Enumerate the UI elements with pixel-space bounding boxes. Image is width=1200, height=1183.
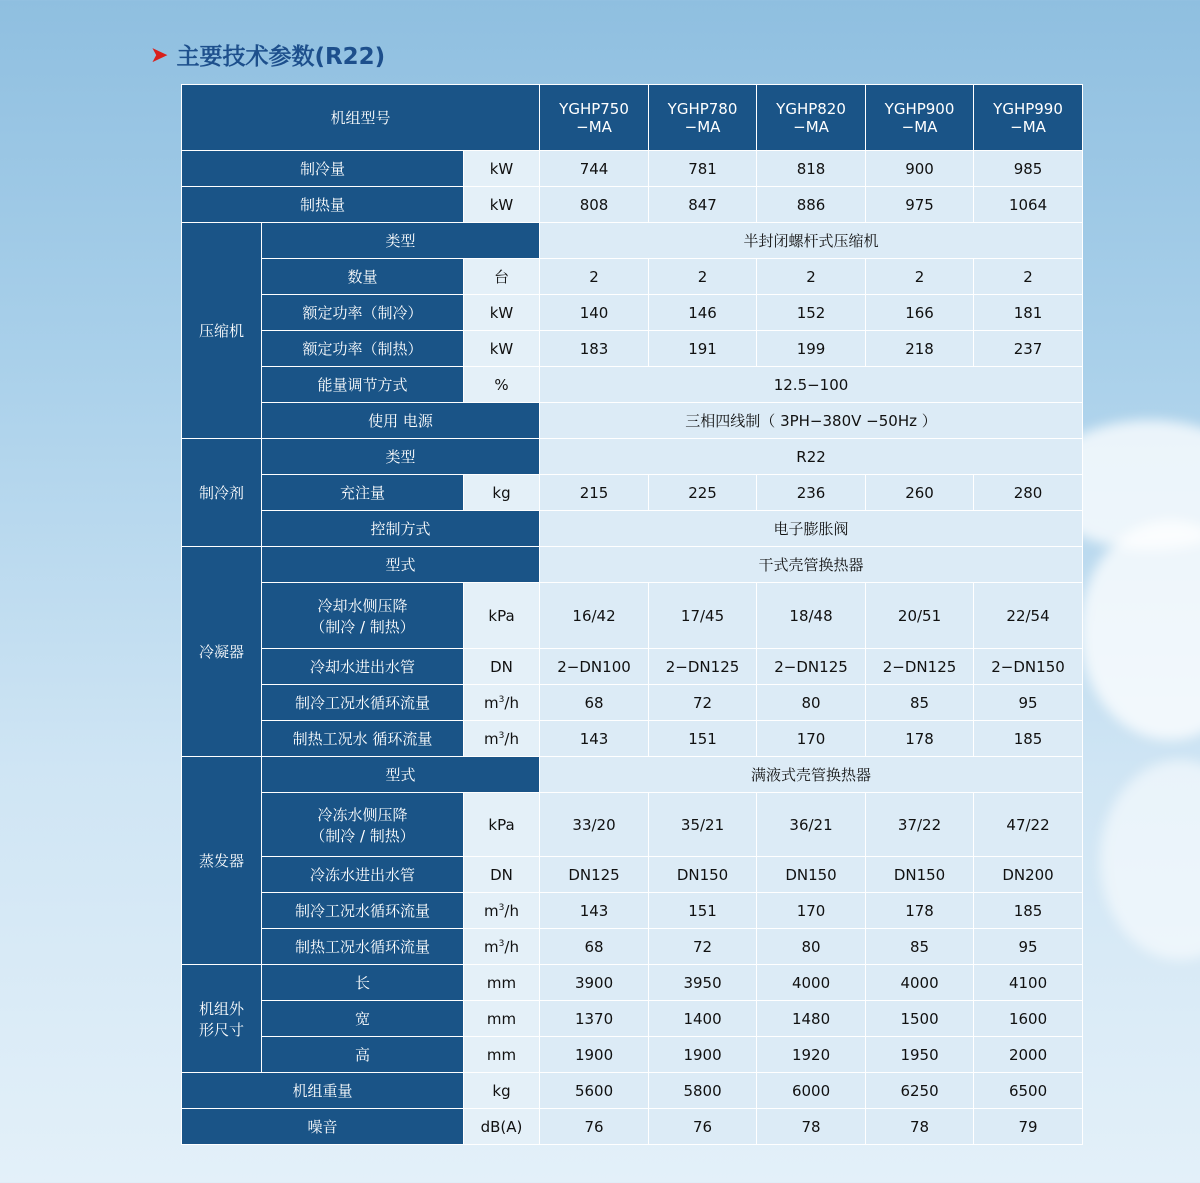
value-cell: 1950 (866, 1037, 974, 1073)
value-cell: 6250 (866, 1073, 974, 1109)
value-cell: 1400 (649, 1001, 757, 1037)
page-title: 主要技术参数(R22) (176, 44, 386, 70)
value-cell: 35/21 (649, 793, 757, 857)
unit-cell: kg (464, 475, 540, 511)
value-cell: 181 (974, 295, 1083, 331)
value-cell: 280 (974, 475, 1083, 511)
value-cell: 16/42 (540, 583, 649, 649)
model-label: 机组型号 (182, 85, 540, 151)
value-cell: 218 (866, 331, 974, 367)
value-cell: 85 (866, 929, 974, 965)
model-name: YGHP780 −MA (649, 85, 757, 151)
value-cell: 5800 (649, 1073, 757, 1109)
table-row (182, 547, 1083, 583)
value-cell: 4000 (866, 965, 974, 1001)
table-row (182, 187, 1083, 223)
value-cell: 151 (649, 893, 757, 929)
value-cell: R22 (540, 439, 1083, 475)
row-label: 制热工况水循环流量 (262, 929, 464, 965)
value-cell: 146 (649, 295, 757, 331)
group-label-evaporator: 蒸发器 (182, 757, 262, 965)
unit-cell: kW (464, 187, 540, 223)
value-cell: DN200 (974, 857, 1083, 893)
row-label: 噪音 (182, 1109, 464, 1145)
value-cell: DN150 (649, 857, 757, 893)
value-cell: 1480 (757, 1001, 866, 1037)
value-cell: 1600 (974, 1001, 1083, 1037)
unit-cell: kPa (464, 583, 540, 649)
unit-cell: $m^3/h$ (464, 685, 540, 721)
table-row (182, 793, 1083, 857)
value-cell: 2−DN150 (974, 649, 1083, 685)
value-cell: 76 (649, 1109, 757, 1145)
value-cell: 975 (866, 187, 974, 223)
value-cell: DN125 (540, 857, 649, 893)
unit-cell: dB(A) (464, 1109, 540, 1145)
unit-cell: mm (464, 965, 540, 1001)
model-header-row (182, 85, 1083, 151)
value-cell: 985 (974, 151, 1083, 187)
table-row (182, 259, 1083, 295)
table-row (182, 475, 1083, 511)
value-cell: 260 (866, 475, 974, 511)
row-label: 额定功率（制热） (262, 331, 464, 367)
row-label: 冷却水进出水管 (262, 649, 464, 685)
value-cell: 2000 (974, 1037, 1083, 1073)
row-label: 数量 (262, 259, 464, 295)
value-cell: 1920 (757, 1037, 866, 1073)
value-cell: 818 (757, 151, 866, 187)
value-cell: 215 (540, 475, 649, 511)
row-label: 冷却水侧压降 （制冷 / 制热） (262, 583, 464, 649)
row-label: 制冷工况水循环流量 (262, 893, 464, 929)
value-cell: 2 (866, 259, 974, 295)
table-row (182, 367, 1083, 403)
cloud-decoration (1100, 760, 1200, 960)
row-label: 制热工况水 循环流量 (262, 721, 464, 757)
value-cell: 22/54 (974, 583, 1083, 649)
table-row (182, 721, 1083, 757)
value-cell: 干式壳管换热器 (540, 547, 1083, 583)
value-cell: 1900 (540, 1037, 649, 1073)
value-cell: 6500 (974, 1073, 1083, 1109)
group-label-compressor: 压缩机 (182, 223, 262, 439)
value-cell: 95 (974, 685, 1083, 721)
table-row (182, 1073, 1083, 1109)
table-row (182, 295, 1083, 331)
value-cell: 2 (757, 259, 866, 295)
value-cell: 68 (540, 929, 649, 965)
unit-cell: DN (464, 857, 540, 893)
value-cell: 12.5−100 (540, 367, 1083, 403)
row-label: 冷冻水进出水管 (262, 857, 464, 893)
model-name: YGHP820 −MA (757, 85, 866, 151)
row-label: 使用 电源 (262, 403, 540, 439)
value-cell: 79 (974, 1109, 1083, 1145)
value-cell: 152 (757, 295, 866, 331)
value-cell: 6000 (757, 1073, 866, 1109)
row-label: 类型 (262, 223, 540, 259)
value-cell: 199 (757, 331, 866, 367)
value-cell: DN150 (866, 857, 974, 893)
value-cell: 17/45 (649, 583, 757, 649)
value-cell: 2−DN125 (757, 649, 866, 685)
value-cell: 72 (649, 929, 757, 965)
value-cell: 1900 (649, 1037, 757, 1073)
value-cell: 808 (540, 187, 649, 223)
value-cell: 80 (757, 685, 866, 721)
value-cell: 847 (649, 187, 757, 223)
row-label: 型式 (262, 757, 540, 793)
table-row (182, 331, 1083, 367)
group-label-condenser: 冷凝器 (182, 547, 262, 757)
value-cell: 33/20 (540, 793, 649, 857)
row-label: 制冷工况水循环流量 (262, 685, 464, 721)
value-cell: 5600 (540, 1073, 649, 1109)
row-label: 宽 (262, 1001, 464, 1037)
table-row (182, 857, 1083, 893)
value-cell: 1500 (866, 1001, 974, 1037)
value-cell: 4000 (757, 965, 866, 1001)
row-label: 控制方式 (262, 511, 540, 547)
value-cell: 2−DN125 (866, 649, 974, 685)
value-cell: 47/22 (974, 793, 1083, 857)
group-label-refrigerant: 制冷剂 (182, 439, 262, 547)
value-cell: 95 (974, 929, 1083, 965)
row-label: 制热量 (182, 187, 464, 223)
value-cell: 80 (757, 929, 866, 965)
row-label: 机组重量 (182, 1073, 464, 1109)
table-row (182, 511, 1083, 547)
value-cell: 225 (649, 475, 757, 511)
value-cell: 170 (757, 721, 866, 757)
row-label: 长 (262, 965, 464, 1001)
value-cell: 781 (649, 151, 757, 187)
value-cell: 1064 (974, 187, 1083, 223)
value-cell: 4100 (974, 965, 1083, 1001)
table-row (182, 151, 1083, 187)
value-cell: 140 (540, 295, 649, 331)
value-cell: 电子膨胀阀 (540, 511, 1083, 547)
unit-cell: % (464, 367, 540, 403)
unit-cell: mm (464, 1037, 540, 1073)
value-cell: 886 (757, 187, 866, 223)
value-cell: 185 (974, 721, 1083, 757)
value-cell: 143 (540, 721, 649, 757)
unit-cell: kW (464, 331, 540, 367)
value-cell: 78 (757, 1109, 866, 1145)
value-cell: 37/22 (866, 793, 974, 857)
table-row (182, 1109, 1083, 1145)
value-cell: 236 (757, 475, 866, 511)
value-cell: 68 (540, 685, 649, 721)
row-label: 制冷量 (182, 151, 464, 187)
value-cell: 2 (649, 259, 757, 295)
unit-cell: 台 (464, 259, 540, 295)
value-cell: 2−DN100 (540, 649, 649, 685)
unit-cell: $m^3/h$ (464, 893, 540, 929)
table-row (182, 1037, 1083, 1073)
value-cell: 满液式壳管换热器 (540, 757, 1083, 793)
group-label-dimensions: 机组外 形尺寸 (182, 965, 262, 1073)
value-cell: 85 (866, 685, 974, 721)
cloud-decoration (1080, 520, 1200, 740)
value-cell: 76 (540, 1109, 649, 1145)
value-cell: 191 (649, 331, 757, 367)
value-cell: 178 (866, 893, 974, 929)
row-label: 充注量 (262, 475, 464, 511)
value-cell: 36/21 (757, 793, 866, 857)
spec-table (181, 84, 1083, 1145)
value-cell: 185 (974, 893, 1083, 929)
value-cell: 237 (974, 331, 1083, 367)
value-cell: 178 (866, 721, 974, 757)
unit-cell: kW (464, 295, 540, 331)
table-row (182, 929, 1083, 965)
unit-cell: $m^3/h$ (464, 721, 540, 757)
row-label: 型式 (262, 547, 540, 583)
table-row (182, 893, 1083, 929)
value-cell: 3950 (649, 965, 757, 1001)
value-cell: 18/48 (757, 583, 866, 649)
value-cell: 78 (866, 1109, 974, 1145)
value-cell: 183 (540, 331, 649, 367)
row-label: 额定功率（制冷） (262, 295, 464, 331)
unit-cell: kg (464, 1073, 540, 1109)
table-row (182, 965, 1083, 1001)
table-row (182, 1001, 1083, 1037)
value-cell: 1370 (540, 1001, 649, 1037)
unit-cell: $m^3/h$ (464, 929, 540, 965)
unit-cell: mm (464, 1001, 540, 1037)
value-cell: 744 (540, 151, 649, 187)
table-row (182, 757, 1083, 793)
unit-cell: kW (464, 151, 540, 187)
row-label: 高 (262, 1037, 464, 1073)
section-header (150, 38, 385, 71)
arrow-right-icon: ➤ (150, 41, 169, 67)
table-row (182, 583, 1083, 649)
value-cell: 半封闭螺杆式压缩机 (540, 223, 1083, 259)
unit-cell: DN (464, 649, 540, 685)
row-label: 能量调节方式 (262, 367, 464, 403)
value-cell: 143 (540, 893, 649, 929)
table-row (182, 439, 1083, 475)
model-name: YGHP990 −MA (974, 85, 1083, 151)
table-row (182, 649, 1083, 685)
table-row (182, 685, 1083, 721)
table-row (182, 403, 1083, 439)
value-cell: 2−DN125 (649, 649, 757, 685)
model-name: YGHP900 −MA (866, 85, 974, 151)
table-row (182, 223, 1083, 259)
value-cell: 170 (757, 893, 866, 929)
value-cell: 72 (649, 685, 757, 721)
value-cell: DN150 (757, 857, 866, 893)
value-cell: 2 (974, 259, 1083, 295)
value-cell: 3900 (540, 965, 649, 1001)
value-cell: 20/51 (866, 583, 974, 649)
row-label: 冷冻水侧压降 （制冷 / 制热） (262, 793, 464, 857)
value-cell: 151 (649, 721, 757, 757)
value-cell: 900 (866, 151, 974, 187)
value-cell: 2 (540, 259, 649, 295)
row-label: 类型 (262, 439, 540, 475)
unit-cell: kPa (464, 793, 540, 857)
value-cell: 三相四线制（ 3PH−380V −50Hz ） (540, 403, 1083, 439)
model-name: YGHP750 −MA (540, 85, 649, 151)
value-cell: 166 (866, 295, 974, 331)
